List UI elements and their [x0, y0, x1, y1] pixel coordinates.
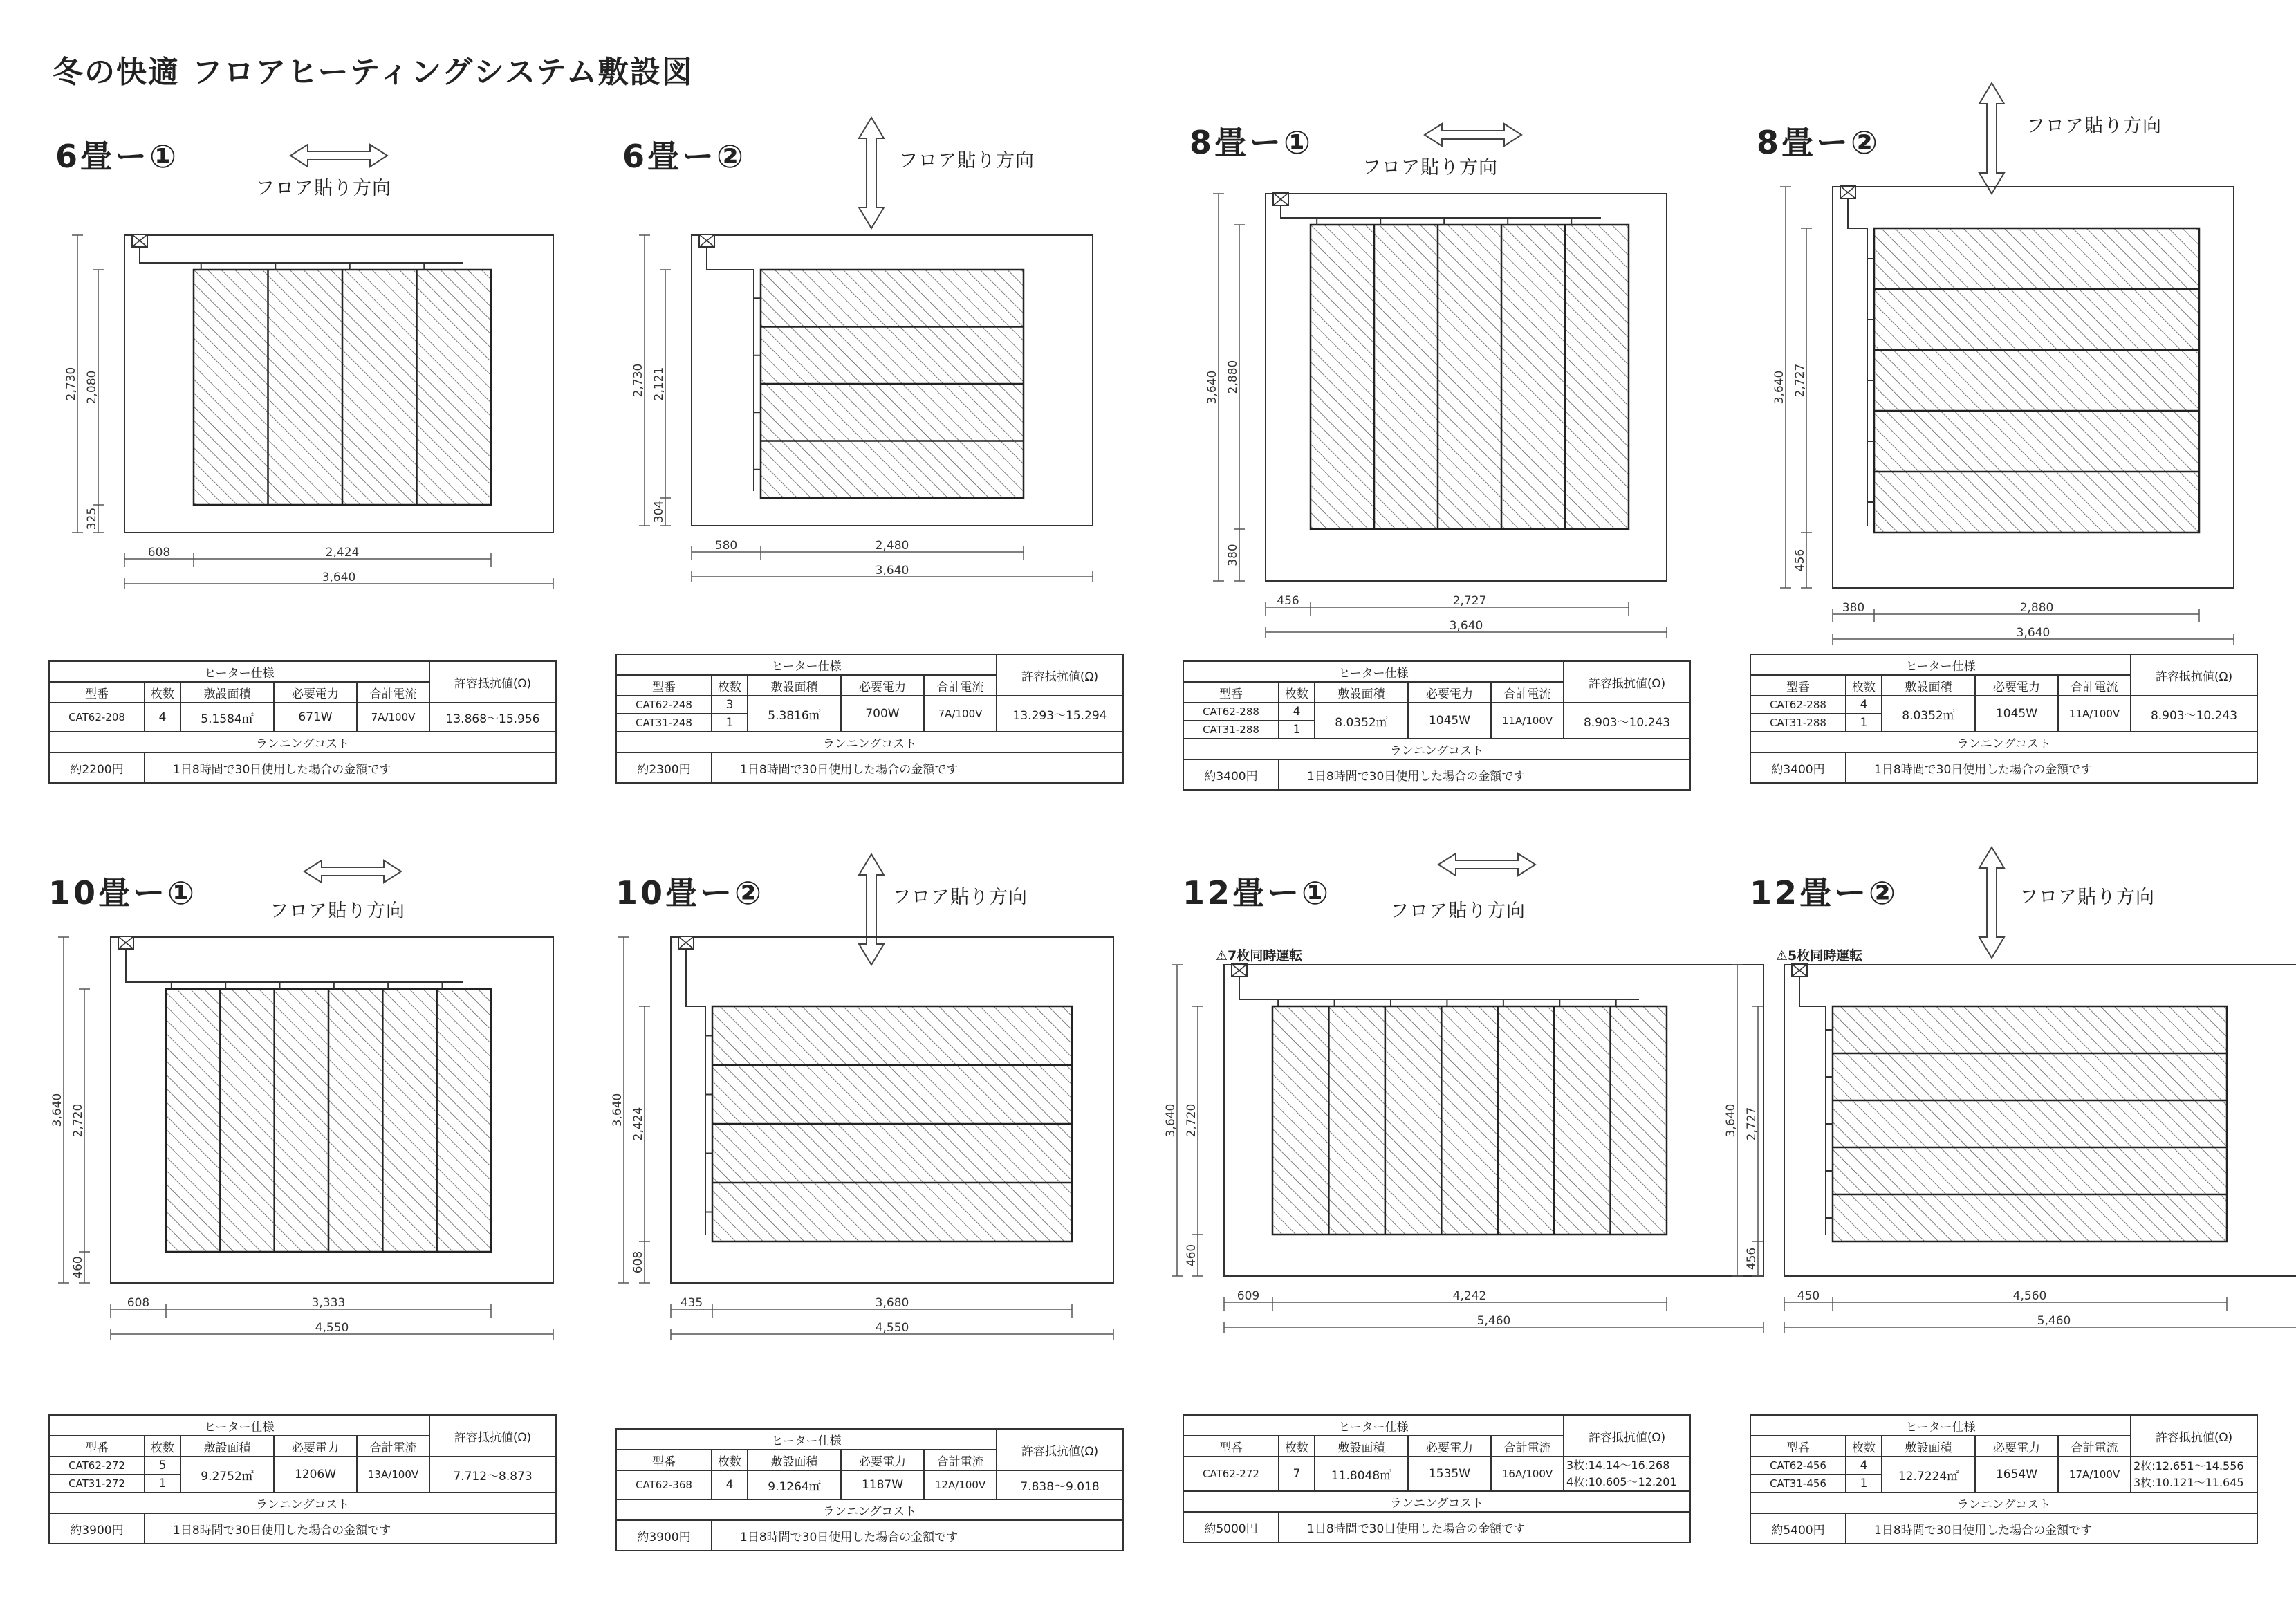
running-cost-value: 約3400円 — [1183, 759, 1279, 790]
area-header: 敷設面積 — [1882, 675, 1975, 696]
heater-spec-header: ヒーター仕様 — [1750, 654, 2131, 675]
running-cost-note: 1日8時間で30日使用した場合の金額です — [1279, 759, 1690, 790]
heater-spec-table — [48, 1414, 557, 1544]
running-cost-header: ランニングコスト — [49, 732, 556, 752]
count-header: 枚数 — [1279, 1436, 1315, 1457]
count-value: 4 — [1279, 703, 1315, 721]
controller-box-icon — [1840, 186, 1855, 198]
direction-arrow-icon — [1979, 83, 2004, 194]
count-value: 4 — [145, 703, 180, 732]
floor-plan-drawing — [28, 868, 595, 1414]
model-value: CAT31-248 — [616, 714, 712, 732]
plan-label: 8畳ー① — [1189, 124, 1313, 161]
direction-arrow-icon — [304, 860, 401, 883]
dimension-heater-height: 2,880 — [1226, 360, 1240, 394]
plan-label: 6畳ー① — [55, 138, 179, 175]
current-value: 17A/100V — [2058, 1457, 2131, 1493]
floor-direction-label: フロア貼り方向 — [1390, 900, 1526, 922]
model-header: 型番 — [616, 1450, 712, 1470]
model-value: CAT62-272 — [49, 1457, 145, 1475]
count-header: 枚数 — [712, 675, 748, 696]
resistance-header: 許容抵抗値(Ω) — [429, 661, 556, 703]
running-cost-value: 約3900円 — [49, 1513, 145, 1544]
model-header: 型番 — [1183, 682, 1279, 703]
plan-label: 12畳ー① — [1183, 874, 1331, 912]
resistance-header: 許容抵抗値(Ω) — [1564, 661, 1690, 703]
area-header: 敷設面積 — [1882, 1436, 1975, 1457]
floor-direction-label: フロア貼り方向 — [892, 887, 1028, 908]
heater-spec-table — [1183, 660, 1691, 791]
document-title: 冬の快適 フロアヒーティングシステム敷設図 — [53, 55, 694, 90]
plan-label: 8畳ー② — [1757, 124, 1880, 161]
running-cost-note: 1日8時間で30日使用した場合の金額です — [145, 1513, 556, 1544]
heater-spec-table — [48, 660, 557, 784]
running-cost-note: 1日8時間で30日使用した場合の金額です — [712, 1520, 1123, 1551]
resistance-header: 許容抵抗値(Ω) — [1564, 1415, 1690, 1457]
dimension-room-width: 3,640 — [875, 564, 909, 578]
power-header: 必要電力 — [841, 675, 924, 696]
current-value: 7A/100V — [357, 703, 429, 732]
power-value: 1045W — [1408, 703, 1491, 739]
dimension-heater-width: 4,242 — [1452, 1289, 1487, 1303]
dimension-room-height: 2,730 — [631, 363, 645, 398]
model-value: CAT62-272 — [1183, 1457, 1279, 1491]
running-cost-value: 約2300円 — [616, 752, 712, 783]
model-header: 型番 — [1750, 675, 1846, 696]
current-header: 合計電流 — [357, 1436, 429, 1457]
model-header: 型番 — [49, 1436, 145, 1457]
dimension-room-height: 3,640 — [1724, 1103, 1738, 1138]
count-header: 枚数 — [712, 1450, 748, 1470]
controller-box-icon — [678, 936, 694, 949]
dimension-heater-width: 3,333 — [311, 1296, 346, 1310]
floor-direction-label: フロア貼り方向 — [256, 178, 391, 199]
dimension-heater-height: 2,720 — [71, 1103, 85, 1138]
dimension-offset-x: 456 — [1277, 594, 1299, 608]
power-header: 必要電力 — [1408, 1436, 1491, 1457]
area-header: 敷設面積 — [748, 675, 841, 696]
running-cost-header: ランニングコスト — [1750, 732, 2257, 752]
dimension-offset-y: 608 — [631, 1250, 645, 1274]
controller-box-icon — [1792, 964, 1807, 977]
dimension-room-width: 4,550 — [315, 1321, 349, 1335]
model-value: CAT62-208 — [49, 703, 145, 732]
floor-plan-drawing — [595, 868, 1162, 1428]
heater-spec-table — [615, 1428, 1124, 1551]
area-value: 8.0352㎡ — [1882, 696, 1975, 732]
dimension-offset-x: 435 — [680, 1296, 703, 1310]
dimension-offset-y: 380 — [1226, 544, 1240, 566]
area-value: 9.1264㎡ — [748, 1470, 841, 1499]
running-cost-note: 1日8時間で30日使用した場合の金額です — [145, 752, 556, 783]
power-header: 必要電力 — [1975, 675, 2058, 696]
model-value: CAT31-288 — [1183, 721, 1279, 739]
dimension-heater-height: 2,424 — [631, 1107, 645, 1141]
floor-direction-label: フロア貼り方向 — [2019, 887, 2155, 908]
floor-plan-drawing — [1724, 868, 2296, 1414]
current-header: 合計電流 — [924, 1450, 997, 1470]
count-value: 4 — [1846, 696, 1882, 714]
dimension-offset-y: 460 — [71, 1256, 85, 1279]
count-value: 7 — [1279, 1457, 1315, 1491]
power-header: 必要電力 — [274, 682, 357, 703]
model-value: CAT62-368 — [616, 1470, 712, 1499]
plan-label: 12畳ー② — [1750, 874, 1898, 912]
current-value: 16A/100V — [1491, 1457, 1564, 1491]
running-cost-value: 約3900円 — [616, 1520, 712, 1551]
count-header: 枚数 — [1846, 675, 1882, 696]
controller-box-icon — [1273, 193, 1288, 205]
heater-spec-header: ヒーター仕様 — [49, 1415, 429, 1436]
area-value: 5.3816㎡ — [748, 696, 841, 732]
count-value: 1 — [1279, 721, 1315, 739]
heater-spec-header: ヒーター仕様 — [616, 654, 997, 675]
count-value: 5 — [145, 1457, 180, 1475]
resistance-header: 許容抵抗値(Ω) — [997, 1429, 1123, 1470]
power-value: 1045W — [1975, 696, 2058, 732]
current-value: 11A/100V — [1491, 703, 1564, 739]
heater-area — [1874, 228, 2199, 533]
power-header: 必要電力 — [841, 1450, 924, 1470]
floor-direction-label: フロア貼り方向 — [2026, 115, 2162, 137]
running-cost-header: ランニングコスト — [49, 1493, 556, 1513]
resistance-value: 2枚:12.651～14.556 3枚:10.121～11.645 — [2131, 1457, 2257, 1493]
running-cost-value: 約3400円 — [1750, 752, 1846, 783]
count-header: 枚数 — [145, 682, 180, 703]
area-header: 敷設面積 — [1315, 682, 1408, 703]
heater-spec-table — [615, 654, 1124, 784]
model-value: CAT31-288 — [1750, 714, 1846, 732]
dimension-room-height: 3,640 — [1205, 370, 1219, 405]
dimension-offset-x: 609 — [1237, 1289, 1260, 1303]
heater-spec-table — [1750, 654, 2258, 784]
count-value: 3 — [712, 696, 748, 714]
dimension-heater-width: 2,880 — [2019, 601, 2054, 615]
resistance-value: 7.712～8.873 — [429, 1457, 556, 1493]
direction-arrow-icon — [1979, 847, 2004, 958]
dimension-heater-height: 2,727 — [1745, 1107, 1759, 1141]
heater-spec-header: ヒーター仕様 — [1183, 661, 1564, 682]
running-cost-note: 1日8時間で30日使用した場合の金額です — [712, 752, 1123, 783]
model-value: CAT31-272 — [49, 1475, 145, 1493]
dimension-room-width: 5,460 — [2037, 1314, 2071, 1328]
power-header: 必要電力 — [274, 1436, 357, 1457]
dimension-heater-height: 2,727 — [1793, 363, 1807, 398]
dimension-heater-height: 2,080 — [85, 370, 99, 405]
floor-plan-drawing — [1729, 118, 2296, 654]
model-value: CAT62-456 — [1750, 1457, 1846, 1475]
area-value: 8.0352㎡ — [1315, 703, 1408, 739]
controller-box-icon — [1232, 964, 1247, 977]
area-header: 敷設面積 — [748, 1450, 841, 1470]
dimension-heater-width: 3,680 — [875, 1296, 909, 1310]
area-value: 12.7224㎡ — [1882, 1457, 1975, 1493]
count-value: 4 — [712, 1470, 748, 1499]
dimension-heater-height: 2,720 — [1185, 1103, 1198, 1138]
dimension-room-height: 2,730 — [64, 367, 78, 401]
heater-area — [1272, 1006, 1667, 1235]
power-value: 671W — [274, 703, 357, 732]
current-value: 7A/100V — [924, 696, 997, 732]
running-cost-header: ランニングコスト — [616, 1499, 1123, 1520]
model-header: 型番 — [49, 682, 145, 703]
count-value: 4 — [1846, 1457, 1882, 1475]
dimension-room-width: 3,640 — [1449, 619, 1483, 633]
dimension-heater-height: 2,121 — [652, 367, 666, 401]
power-value: 1187W — [841, 1470, 924, 1499]
floor-plan-drawing — [28, 131, 595, 660]
dimension-heater-width: 4,560 — [2012, 1289, 2047, 1303]
dimension-heater-width: 2,480 — [875, 539, 909, 553]
model-header: 型番 — [616, 675, 712, 696]
running-cost-note: 1日8時間で30日使用した場合の金額です — [1279, 1512, 1690, 1542]
heater-spec-table — [1183, 1414, 1691, 1543]
model-header: 型番 — [1183, 1436, 1279, 1457]
dimension-offset-x: 450 — [1797, 1289, 1820, 1303]
dimension-room-height: 3,640 — [611, 1093, 624, 1127]
resistance-value: 13.293～15.294 — [997, 696, 1123, 732]
floor-direction-label: フロア貼り方向 — [270, 900, 405, 922]
running-cost-note: 1日8時間で30日使用した場合の金額です — [1846, 1513, 2257, 1544]
heater-spec-table — [1750, 1414, 2258, 1544]
power-value: 1206W — [274, 1457, 357, 1493]
power-value: 1654W — [1975, 1457, 2058, 1493]
dimension-heater-width: 2,727 — [1452, 594, 1487, 608]
resistance-value: 13.868～15.956 — [429, 703, 556, 732]
current-value: 13A/100V — [357, 1457, 429, 1493]
current-value: 12A/100V — [924, 1470, 997, 1499]
count-value: 1 — [145, 1475, 180, 1493]
dimension-offset-x: 580 — [714, 539, 738, 553]
heater-spec-header: ヒーター仕様 — [49, 661, 429, 682]
direction-arrow-icon — [859, 854, 884, 965]
count-value: 1 — [1846, 1475, 1882, 1493]
model-value: CAT31-456 — [1750, 1475, 1846, 1493]
current-header: 合計電流 — [924, 675, 997, 696]
current-header: 合計電流 — [2058, 675, 2131, 696]
dimension-offset-x: 380 — [1842, 601, 1865, 615]
dimension-offset-y: 325 — [85, 507, 99, 530]
running-cost-value: 約2200円 — [49, 752, 145, 783]
running-cost-value: 約5400円 — [1750, 1513, 1846, 1544]
dimension-room-width: 4,550 — [875, 1321, 909, 1335]
dimension-offset-y: 304 — [652, 500, 666, 524]
running-cost-header: ランニングコスト — [1183, 739, 1690, 759]
running-cost-header: ランニングコスト — [1750, 1493, 2257, 1513]
heater-spec-header: ヒーター仕様 — [1183, 1415, 1564, 1436]
current-header: 合計電流 — [2058, 1436, 2131, 1457]
count-value: 1 — [1846, 714, 1882, 732]
dimension-offset-x: 608 — [147, 546, 171, 560]
floor-direction-label: フロア貼り方向 — [899, 150, 1035, 172]
power-value: 700W — [841, 696, 924, 732]
plan-label: 10畳ー① — [48, 874, 197, 912]
floor-plan-drawing — [1162, 118, 1729, 660]
model-value: CAT62-288 — [1750, 696, 1846, 714]
count-header: 枚数 — [1846, 1436, 1882, 1457]
count-header: 枚数 — [145, 1436, 180, 1457]
resistance-value: 8.903～10.243 — [1564, 703, 1690, 739]
dimension-room-height: 3,640 — [1772, 370, 1786, 405]
running-cost-note: 1日8時間で30日使用した場合の金額です — [1846, 752, 2257, 783]
resistance-header: 許容抵抗値(Ω) — [2131, 1415, 2257, 1457]
resistance-header: 許容抵抗値(Ω) — [997, 654, 1123, 696]
heater-area — [1311, 225, 1629, 529]
area-value: 5.1584㎡ — [180, 703, 274, 732]
running-cost-header: ランニングコスト — [1183, 1491, 1690, 1512]
direction-arrow-icon — [859, 118, 884, 228]
count-value: 1 — [712, 714, 748, 732]
model-value: CAT62-288 — [1183, 703, 1279, 721]
resistance-header: 許容抵抗値(Ω) — [429, 1415, 556, 1457]
resistance-value: 8.903～10.243 — [2131, 696, 2257, 732]
controller-box-icon — [118, 936, 133, 949]
resistance-header: 許容抵抗値(Ω) — [2131, 654, 2257, 696]
area-value: 9.2752㎡ — [180, 1457, 274, 1493]
controller-box-icon — [699, 234, 714, 247]
simultaneous-operation-warning: ⚠5枚同時運転 — [1776, 948, 1863, 963]
current-header: 合計電流 — [1491, 1436, 1564, 1457]
current-header: 合計電流 — [357, 682, 429, 703]
current-value: 11A/100V — [2058, 696, 2131, 732]
current-header: 合計電流 — [1491, 682, 1564, 703]
dimension-offset-y: 456 — [1745, 1247, 1759, 1270]
power-value: 1535W — [1408, 1457, 1491, 1491]
area-header: 敷設面積 — [180, 682, 274, 703]
resistance-value: 3枚:14.14～16.268 4枚:10.605～12.201 — [1564, 1457, 1690, 1491]
count-header: 枚数 — [1279, 682, 1315, 703]
heater-spec-header: ヒーター仕様 — [1750, 1415, 2131, 1436]
power-header: 必要電力 — [1975, 1436, 2058, 1457]
heater-spec-header: ヒーター仕様 — [616, 1429, 997, 1450]
floor-direction-label: フロア貼り方向 — [1362, 157, 1498, 178]
dimension-heater-width: 2,424 — [325, 546, 360, 560]
area-header: 敷設面積 — [1315, 1436, 1408, 1457]
dimension-offset-x: 608 — [127, 1296, 150, 1310]
floor-plan-drawing — [1162, 868, 1729, 1414]
plan-label: 6畳ー② — [622, 138, 746, 175]
direction-arrow-icon — [290, 145, 387, 167]
area-header: 敷設面積 — [180, 1436, 274, 1457]
direction-arrow-icon — [1425, 124, 1521, 146]
dimension-room-width: 5,460 — [1476, 1314, 1511, 1328]
direction-arrow-icon — [1438, 853, 1535, 876]
floor-plan-drawing — [595, 131, 1162, 654]
running-cost-header: ランニングコスト — [616, 732, 1123, 752]
dimension-offset-y: 456 — [1793, 548, 1807, 572]
dimension-room-height: 3,640 — [50, 1093, 64, 1127]
dimension-offset-y: 460 — [1185, 1244, 1198, 1267]
area-value: 11.8048㎡ — [1315, 1457, 1408, 1491]
dimension-room-width: 3,640 — [2016, 626, 2050, 640]
controller-box-icon — [132, 234, 147, 247]
heater-area — [1833, 1006, 2227, 1241]
model-value: CAT62-248 — [616, 696, 712, 714]
resistance-value: 7.838～9.018 — [997, 1470, 1123, 1499]
dimension-room-height: 3,640 — [1164, 1103, 1178, 1138]
plan-label: 10畳ー② — [615, 874, 764, 912]
running-cost-value: 約5000円 — [1183, 1512, 1279, 1542]
dimension-room-width: 3,640 — [322, 571, 356, 584]
model-header: 型番 — [1750, 1436, 1846, 1457]
simultaneous-operation-warning: ⚠7枚同時運転 — [1216, 948, 1303, 963]
power-header: 必要電力 — [1408, 682, 1491, 703]
